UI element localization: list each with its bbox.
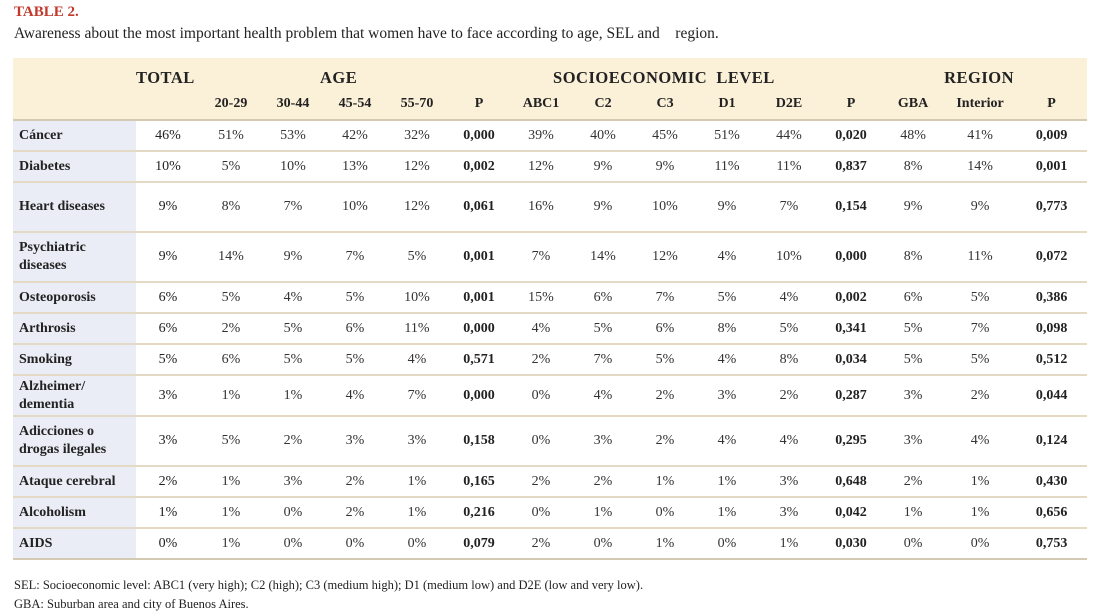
- table-cell: 0%: [882, 528, 944, 559]
- table-row: [13, 416, 1087, 466]
- table-cell: 5%: [696, 282, 758, 313]
- table-cell: 0%: [572, 528, 634, 559]
- table-cell: 1%: [944, 497, 1016, 528]
- table-cell: 0%: [510, 497, 572, 528]
- row-label: Alcoholism: [13, 497, 136, 528]
- table-cell: 16%: [510, 182, 572, 232]
- table-cell: 13%: [324, 151, 386, 182]
- table-cell: 5%: [572, 313, 634, 344]
- column-header: 30-44: [262, 88, 324, 120]
- row-label: Arthrosis: [13, 313, 136, 344]
- table-cell: 2%: [944, 375, 1016, 416]
- column-header: P: [448, 88, 510, 120]
- header-socioeconomic-level: SOCIOECONOMIC LEVEL: [448, 58, 944, 88]
- table-cell: 8%: [882, 151, 944, 182]
- table-cell: 7%: [572, 344, 634, 375]
- table-cell: 2%: [510, 528, 572, 559]
- table-cell: 7%: [510, 232, 572, 282]
- total-cell: 9%: [136, 232, 200, 282]
- table-cell: 9%: [572, 151, 634, 182]
- table-cell: 11%: [696, 151, 758, 182]
- p-value-cell: 0,124: [1016, 416, 1087, 466]
- table-cell: 7%: [944, 313, 1016, 344]
- table-cell: 5%: [262, 313, 324, 344]
- table-row: [13, 528, 1087, 559]
- table-cell: 0%: [510, 375, 572, 416]
- table-cell: 5%: [200, 416, 262, 466]
- table-cell: 8%: [200, 182, 262, 232]
- table-cell: 1%: [882, 497, 944, 528]
- table-cell: 1%: [262, 375, 324, 416]
- table-row: [13, 497, 1087, 528]
- table-cell: 1%: [572, 497, 634, 528]
- table-cell: 9%: [572, 182, 634, 232]
- table-cell: 9%: [882, 182, 944, 232]
- column-header: 55-70: [386, 88, 448, 120]
- table-cell: 5%: [758, 313, 820, 344]
- total-cell: 46%: [136, 120, 200, 151]
- total-cell: 3%: [136, 375, 200, 416]
- p-value-cell: 0,000: [448, 120, 510, 151]
- table-cell: 1%: [200, 466, 262, 497]
- table-cell: 1%: [200, 497, 262, 528]
- table-cell: 2%: [510, 344, 572, 375]
- header-age: AGE: [262, 58, 448, 88]
- p-value-cell: 0,001: [1016, 151, 1087, 182]
- table-cell: 8%: [882, 232, 944, 282]
- p-value-cell: 0,001: [448, 282, 510, 313]
- table-cell: 6%: [572, 282, 634, 313]
- p-value-cell: 0,001: [448, 232, 510, 282]
- table-cell: 5%: [882, 313, 944, 344]
- table-cell: 3%: [882, 416, 944, 466]
- column-header: Interior: [944, 88, 1016, 120]
- table-row: [13, 182, 1087, 232]
- table-cell: 2%: [634, 416, 696, 466]
- p-value-cell: 0,044: [1016, 375, 1087, 416]
- table-row: [13, 151, 1087, 182]
- column-header-row: [13, 88, 1087, 120]
- table-cell: 10%: [634, 182, 696, 232]
- table-cell: 2%: [324, 497, 386, 528]
- table-cell: 3%: [572, 416, 634, 466]
- table-cell: 9%: [262, 232, 324, 282]
- table-cell: 3%: [758, 466, 820, 497]
- table-cell: 5%: [882, 344, 944, 375]
- table-cell: 4%: [510, 313, 572, 344]
- table-cell: 12%: [634, 232, 696, 282]
- table-cell: 3%: [262, 466, 324, 497]
- table-cell: 1%: [696, 497, 758, 528]
- column-header: C3: [634, 88, 696, 120]
- column-header: C2: [572, 88, 634, 120]
- table-cell: 5%: [944, 282, 1016, 313]
- table-cell: 4%: [758, 282, 820, 313]
- table-cell: 7%: [262, 182, 324, 232]
- table-cell: 48%: [882, 120, 944, 151]
- table-cell: 0%: [386, 528, 448, 559]
- table-cell: 4%: [572, 375, 634, 416]
- table-cell: 1%: [386, 466, 448, 497]
- total-cell: 10%: [136, 151, 200, 182]
- row-label: AIDS: [13, 528, 136, 559]
- table-cell: 4%: [944, 416, 1016, 466]
- table-cell: 32%: [386, 120, 448, 151]
- corner-cell: [13, 88, 136, 120]
- table-cell: 3%: [758, 497, 820, 528]
- corner-cell: [13, 58, 136, 88]
- table-cell: 12%: [510, 151, 572, 182]
- table-cell: 10%: [758, 232, 820, 282]
- table-cell: 44%: [758, 120, 820, 151]
- table-cell: 11%: [944, 232, 1016, 282]
- table-cell: 5%: [386, 232, 448, 282]
- table-cell: 8%: [758, 344, 820, 375]
- table-cell: 4%: [696, 344, 758, 375]
- table-cell: 1%: [634, 466, 696, 497]
- row-label: Cáncer: [13, 120, 136, 151]
- table-cell: 4%: [758, 416, 820, 466]
- table-cell: 4%: [324, 375, 386, 416]
- table-cell: 0%: [696, 528, 758, 559]
- table-cell: 10%: [324, 182, 386, 232]
- column-header: 20-29: [200, 88, 262, 120]
- p-value-cell: 0,571: [448, 344, 510, 375]
- table-cell: 6%: [882, 282, 944, 313]
- column-header: 45-54: [324, 88, 386, 120]
- total-cell: 5%: [136, 344, 200, 375]
- column-header: GBA: [882, 88, 944, 120]
- p-value-cell: 0,030: [820, 528, 882, 559]
- p-value-cell: 0,341: [820, 313, 882, 344]
- table-cell: 0%: [944, 528, 1016, 559]
- row-label: Alzheimer/ dementia: [13, 375, 136, 416]
- p-value-cell: 0,648: [820, 466, 882, 497]
- table-cell: 15%: [510, 282, 572, 313]
- table-cell: 41%: [944, 120, 1016, 151]
- data-table: [13, 58, 1087, 560]
- column-header-total: [136, 88, 200, 120]
- p-value-cell: 0,430: [1016, 466, 1087, 497]
- column-header: P: [820, 88, 882, 120]
- p-value-cell: 0,386: [1016, 282, 1087, 313]
- table-cell: 7%: [634, 282, 696, 313]
- table-cell: 5%: [944, 344, 1016, 375]
- table-cell: 10%: [386, 282, 448, 313]
- total-cell: 3%: [136, 416, 200, 466]
- table-cell: 4%: [386, 344, 448, 375]
- table-cell: 0%: [262, 497, 324, 528]
- table-cell: 0%: [324, 528, 386, 559]
- footnote-gba: GBA: Suburban area and city of Buenos Aires.: [14, 597, 249, 611]
- table-cell: 2%: [262, 416, 324, 466]
- table-row: [13, 344, 1087, 375]
- row-label: Osteoporosis: [13, 282, 136, 313]
- table-cell: 5%: [200, 282, 262, 313]
- table-cell: 7%: [758, 182, 820, 232]
- row-label: Psychiatric diseases: [13, 232, 136, 282]
- p-value-cell: 0,656: [1016, 497, 1087, 528]
- table-cell: 2%: [634, 375, 696, 416]
- table-cell: 1%: [944, 466, 1016, 497]
- table-cell: 0%: [510, 416, 572, 466]
- table-cell: 39%: [510, 120, 572, 151]
- table-cell: 6%: [324, 313, 386, 344]
- p-value-cell: 0,000: [448, 313, 510, 344]
- p-value-cell: 0,165: [448, 466, 510, 497]
- p-value-cell: 0,753: [1016, 528, 1087, 559]
- table-cell: 3%: [324, 416, 386, 466]
- p-value-cell: 0,020: [820, 120, 882, 151]
- table-cell: 10%: [262, 151, 324, 182]
- table-row: [13, 120, 1087, 151]
- table-cell: 2%: [882, 466, 944, 497]
- table-cell: 0%: [634, 497, 696, 528]
- table-cell: 2%: [510, 466, 572, 497]
- p-value-cell: 0,061: [448, 182, 510, 232]
- total-cell: 1%: [136, 497, 200, 528]
- table-cell: 1%: [634, 528, 696, 559]
- table-cell: 51%: [200, 120, 262, 151]
- column-header: ABC1: [510, 88, 572, 120]
- p-value-cell: 0,072: [1016, 232, 1087, 282]
- table-cell: 1%: [200, 528, 262, 559]
- p-value-cell: 0,837: [820, 151, 882, 182]
- row-label: Smoking: [13, 344, 136, 375]
- column-header: D2E: [758, 88, 820, 120]
- table-cell: 9%: [944, 182, 1016, 232]
- table-cell: 7%: [386, 375, 448, 416]
- total-cell: 9%: [136, 182, 200, 232]
- table-cell: 14%: [200, 232, 262, 282]
- table-cell: 12%: [386, 182, 448, 232]
- table-cell: 12%: [386, 151, 448, 182]
- p-value-cell: 0,009: [1016, 120, 1087, 151]
- p-value-cell: 0,287: [820, 375, 882, 416]
- row-label: Diabetes: [13, 151, 136, 182]
- table-cell: 40%: [572, 120, 634, 151]
- table-row: [13, 232, 1087, 282]
- table-cell: 11%: [758, 151, 820, 182]
- p-value-cell: 0,773: [1016, 182, 1087, 232]
- table-cell: 5%: [200, 151, 262, 182]
- table-cell: 5%: [634, 344, 696, 375]
- table-cell: 53%: [262, 120, 324, 151]
- p-value-cell: 0,034: [820, 344, 882, 375]
- table-cell: 3%: [882, 375, 944, 416]
- p-value-cell: 0,098: [1016, 313, 1087, 344]
- table-cell: 1%: [386, 497, 448, 528]
- table-caption: Awareness about the most important health problem that women have to face according to age, SEL and region.: [14, 25, 719, 42]
- table-cell: 11%: [386, 313, 448, 344]
- total-cell: 6%: [136, 313, 200, 344]
- table-cell: 9%: [634, 151, 696, 182]
- header-total: TOTAL: [136, 58, 262, 88]
- table-cell: 4%: [696, 232, 758, 282]
- table-cell: 1%: [696, 466, 758, 497]
- table-cell: 4%: [696, 416, 758, 466]
- table-cell: 8%: [696, 313, 758, 344]
- table-cell: 1%: [758, 528, 820, 559]
- table-cell: 2%: [758, 375, 820, 416]
- table-cell: 45%: [634, 120, 696, 151]
- p-value-cell: 0,295: [820, 416, 882, 466]
- group-header-row: [13, 58, 1087, 88]
- total-cell: 0%: [136, 528, 200, 559]
- row-label: Adicciones o drogas ilegales: [13, 416, 136, 466]
- table-cell: 2%: [572, 466, 634, 497]
- table-cell: 2%: [324, 466, 386, 497]
- total-cell: 6%: [136, 282, 200, 313]
- table-cell: 3%: [696, 375, 758, 416]
- table-cell: 14%: [572, 232, 634, 282]
- table-cell: 6%: [634, 313, 696, 344]
- table-cell: 14%: [944, 151, 1016, 182]
- table-cell: 5%: [324, 344, 386, 375]
- table-title: TABLE 2.: [14, 4, 79, 20]
- table-row: [13, 466, 1087, 497]
- table-cell: 5%: [324, 282, 386, 313]
- header-region: REGION: [944, 58, 1087, 88]
- table-row: [13, 282, 1087, 313]
- table-cell: 3%: [386, 416, 448, 466]
- table-cell: 42%: [324, 120, 386, 151]
- p-value-cell: 0,000: [820, 232, 882, 282]
- p-value-cell: 0,002: [448, 151, 510, 182]
- table-cell: 51%: [696, 120, 758, 151]
- total-cell: 2%: [136, 466, 200, 497]
- p-value-cell: 0,000: [448, 375, 510, 416]
- footnote-sel: SEL: Socioeconomic level: ABC1 (very high); C2 (high); C3 (medium high); D1 (medium low) and D2E (low and very low).: [14, 578, 644, 592]
- table-cell: 9%: [696, 182, 758, 232]
- p-value-cell: 0,042: [820, 497, 882, 528]
- p-value-cell: 0,512: [1016, 344, 1087, 375]
- column-header: P: [1016, 88, 1087, 120]
- table-row: [13, 375, 1087, 416]
- table-cell: 1%: [200, 375, 262, 416]
- table-cell: 2%: [200, 313, 262, 344]
- p-value-cell: 0,158: [448, 416, 510, 466]
- row-label: Ataque cerebral: [13, 466, 136, 497]
- p-value-cell: 0,154: [820, 182, 882, 232]
- table-cell: 4%: [262, 282, 324, 313]
- p-value-cell: 0,079: [448, 528, 510, 559]
- table-row: [13, 313, 1087, 344]
- table-cell: 5%: [262, 344, 324, 375]
- table-cell: 0%: [262, 528, 324, 559]
- p-value-cell: 0,002: [820, 282, 882, 313]
- table-cell: 7%: [324, 232, 386, 282]
- row-label: Heart diseases: [13, 182, 136, 232]
- column-header: D1: [696, 88, 758, 120]
- p-value-cell: 0,216: [448, 497, 510, 528]
- table-cell: 6%: [200, 344, 262, 375]
